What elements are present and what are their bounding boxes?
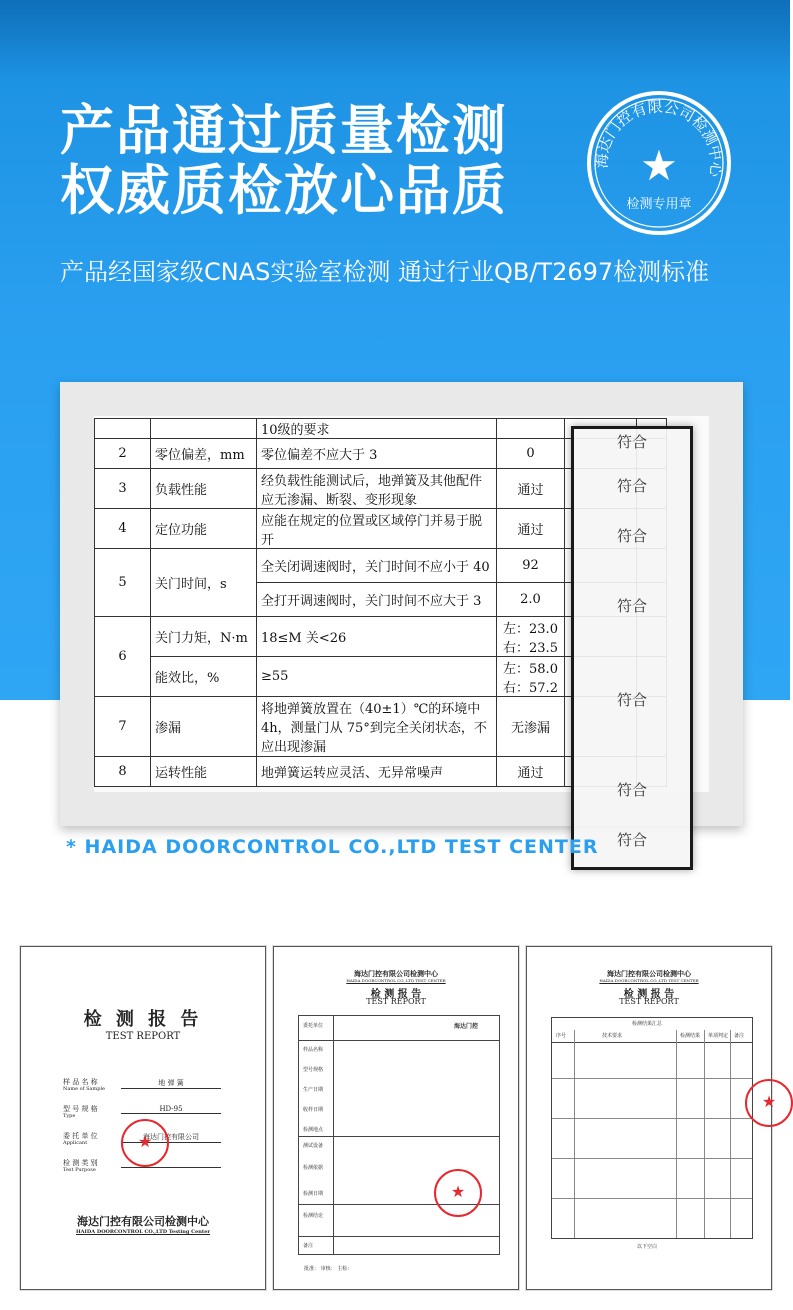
row-number: 3	[95, 469, 151, 509]
signature-line: 批准： 审核： 主检：	[304, 1266, 353, 1272]
info-row-label: 委托单位	[303, 1023, 324, 1029]
table-divider	[299, 1236, 499, 1237]
report-info-page	[273, 946, 519, 1290]
table-divider	[299, 1136, 499, 1137]
conformity-highlight-box	[571, 426, 693, 870]
brand-logo: 海达门控	[454, 1023, 479, 1030]
doc-footer: 海达门控有限公司检测中心	[77, 1215, 209, 1228]
row-number: 6	[95, 617, 151, 697]
result-right: 右：57.2	[503, 680, 558, 696]
doc-title: 检 测 报 告	[370, 989, 422, 1000]
test-result	[497, 657, 565, 697]
inspection-seal-icon	[584, 88, 734, 238]
doc-title-en: TEST REPORT	[366, 997, 426, 1006]
table-divider	[552, 1158, 752, 1159]
row-number: 5	[95, 549, 151, 617]
hero-subtitle: 产品经国家级CNAS实验室检测 通过行业QB/T2697检测标准	[60, 258, 710, 286]
test-item: 关门力矩，N·m	[151, 617, 257, 657]
doc-title: 检 测 报 告	[83, 1009, 203, 1030]
conformity-label: 符合	[616, 527, 647, 545]
info-row-label: 收样日期	[303, 1107, 324, 1113]
info-row-label: 生产日期	[303, 1087, 324, 1093]
end-marker: 以下空白	[637, 1244, 658, 1250]
field-label: 样 品 名 称	[63, 1078, 98, 1086]
field-value: HD-95	[121, 1105, 221, 1114]
test-result: 2.0	[497, 583, 565, 617]
field-label-en: Name of Sample	[63, 1086, 106, 1092]
summary-table	[551, 1017, 753, 1239]
headline-line-2: 权威质检放心品质	[60, 159, 508, 222]
column-header: 技术要求	[602, 1033, 623, 1039]
info-row-label: 检测结论	[303, 1213, 324, 1219]
seal-bottom-text: 检测专用章	[626, 197, 692, 212]
info-row-label: 备注	[303, 1243, 314, 1249]
requirement: 零位偏差不应大于 3	[257, 439, 497, 469]
info-row-label: 检测地点	[303, 1127, 324, 1133]
summary-heading: 检测结果汇总	[632, 1021, 663, 1027]
test-item: 负载性能	[151, 469, 257, 509]
test-item: 渗漏	[151, 697, 257, 757]
field-label: 委 托 单 位	[63, 1132, 98, 1140]
result-left: 左：58.0	[503, 661, 558, 677]
table-divider	[704, 1030, 705, 1238]
table-divider	[333, 1016, 334, 1254]
field-label-en: Test Purpose	[63, 1167, 96, 1173]
doc-header: 海达门控有限公司检测中心	[354, 969, 438, 978]
table-divider	[552, 1078, 752, 1079]
test-result: 无渗漏	[497, 697, 565, 757]
test-result	[497, 617, 565, 657]
info-row-label: 型号规格	[303, 1067, 324, 1073]
test-result: 92	[497, 549, 565, 583]
requirement: 经负载性能测试后，地弹簧及其他配件应无渗漏、断裂、变形现象	[257, 469, 497, 509]
table-divider	[299, 1040, 499, 1041]
requirement: ≥55	[257, 657, 497, 697]
row-number: 8	[95, 757, 151, 787]
doc-header-en: HAIDA DOORCONTROL CO.,LTD TEST CENTER	[346, 978, 446, 983]
headline-line-1: 产品通过质量检测	[60, 99, 508, 162]
table-divider	[574, 1030, 575, 1238]
field-label: 检 测 类 别	[63, 1159, 98, 1167]
table-divider	[552, 1198, 752, 1199]
test-item: 关门时间，s	[151, 549, 257, 617]
field-value: 海达门控有限公司	[121, 1132, 221, 1143]
requirement: 18≤M 关<26	[257, 617, 497, 657]
requirement: 全打开调速阀时，关门时间不应大于 3	[257, 583, 497, 617]
doc-footer-en: HAIDA DOORCONTROL CO.,LTD Testing Center	[75, 1229, 211, 1235]
test-result: 通过	[497, 509, 565, 549]
report-cover-page	[20, 946, 266, 1290]
conformity-label: 符合	[616, 831, 647, 849]
conformity-label: 符合	[616, 433, 647, 451]
info-table	[298, 1015, 500, 1255]
test-item: 定位功能	[151, 509, 257, 549]
conformity-label: 符合	[616, 597, 647, 615]
table-divider	[676, 1030, 677, 1238]
field-label: 型 号 规 格	[63, 1105, 98, 1113]
table-divider	[552, 1042, 752, 1043]
row-number: 7	[95, 697, 151, 757]
result-left: 左：23.0	[503, 621, 558, 637]
info-row-label: 检测日期	[303, 1191, 324, 1197]
column-header: 备注	[734, 1033, 745, 1039]
table-divider	[730, 1030, 731, 1238]
requirement: 应能在规定的位置或区域停门并易于脱开	[257, 509, 497, 549]
table-divider	[552, 1118, 752, 1119]
column-header: 检测结果	[680, 1033, 701, 1039]
field-label-en: Applicant	[63, 1140, 88, 1146]
hero-top-shade	[0, 0, 790, 80]
test-result: 通过	[497, 757, 565, 787]
doc-title: 检 测 报 告	[623, 989, 675, 1000]
result-right: 右：23.5	[503, 640, 558, 656]
doc-title-en: TEST REPORT	[619, 997, 679, 1006]
row-number: 2	[95, 439, 151, 469]
requirement: 全关闭调速阀时，关门时间不应小于 40	[257, 549, 497, 583]
company-test-center-label: * HAIDA DOORCONTROL CO.,LTD TEST CENTER	[66, 836, 599, 858]
doc-header-en: HAIDA DOORCONTROL CO.,LTD TEST CENTER	[599, 978, 699, 983]
test-item: 能效比，%	[151, 657, 257, 697]
conformity-label: 符合	[616, 781, 647, 799]
red-stamp-icon: ★	[121, 1119, 169, 1167]
test-result: 通过	[497, 469, 565, 509]
conformity-label: 符合	[616, 477, 647, 495]
red-stamp-icon: ★	[434, 1169, 482, 1217]
report-summary-page	[526, 946, 777, 1290]
info-row-label: 样品名称	[303, 1047, 324, 1053]
red-stamp-icon: ★	[745, 1079, 793, 1127]
doc-title-en: TEST REPORT	[105, 1031, 181, 1042]
row-number: 4	[95, 509, 151, 549]
seal-arc-text: 海达门控有限公司检测中心	[592, 97, 726, 178]
column-header: 序号	[556, 1033, 567, 1039]
field-label-en: Type	[63, 1113, 76, 1119]
test-item: 运转性能	[151, 757, 257, 787]
doc-header: 海达门控有限公司检测中心	[607, 969, 691, 978]
requirement: 地弹簧运转应灵活、无异常噪声	[257, 757, 497, 787]
test-result: 0	[497, 439, 565, 469]
info-row-label: 测试设备	[303, 1143, 324, 1149]
requirement: 将地弹簧放置在（40±1）℃的环境中4h，测量门从 75°到完全关闭状态，不应出现渗漏	[257, 697, 497, 757]
test-item: 零位偏差，mm	[151, 439, 257, 469]
table-cell: 10级的要求	[257, 419, 497, 439]
field-value: 地 弹 簧	[121, 1078, 221, 1089]
info-row-label: 检测依据	[303, 1165, 324, 1171]
column-header: 单项判定	[708, 1033, 729, 1039]
conformity-label: 符合	[616, 691, 647, 709]
seal-star: ★	[640, 142, 678, 189]
